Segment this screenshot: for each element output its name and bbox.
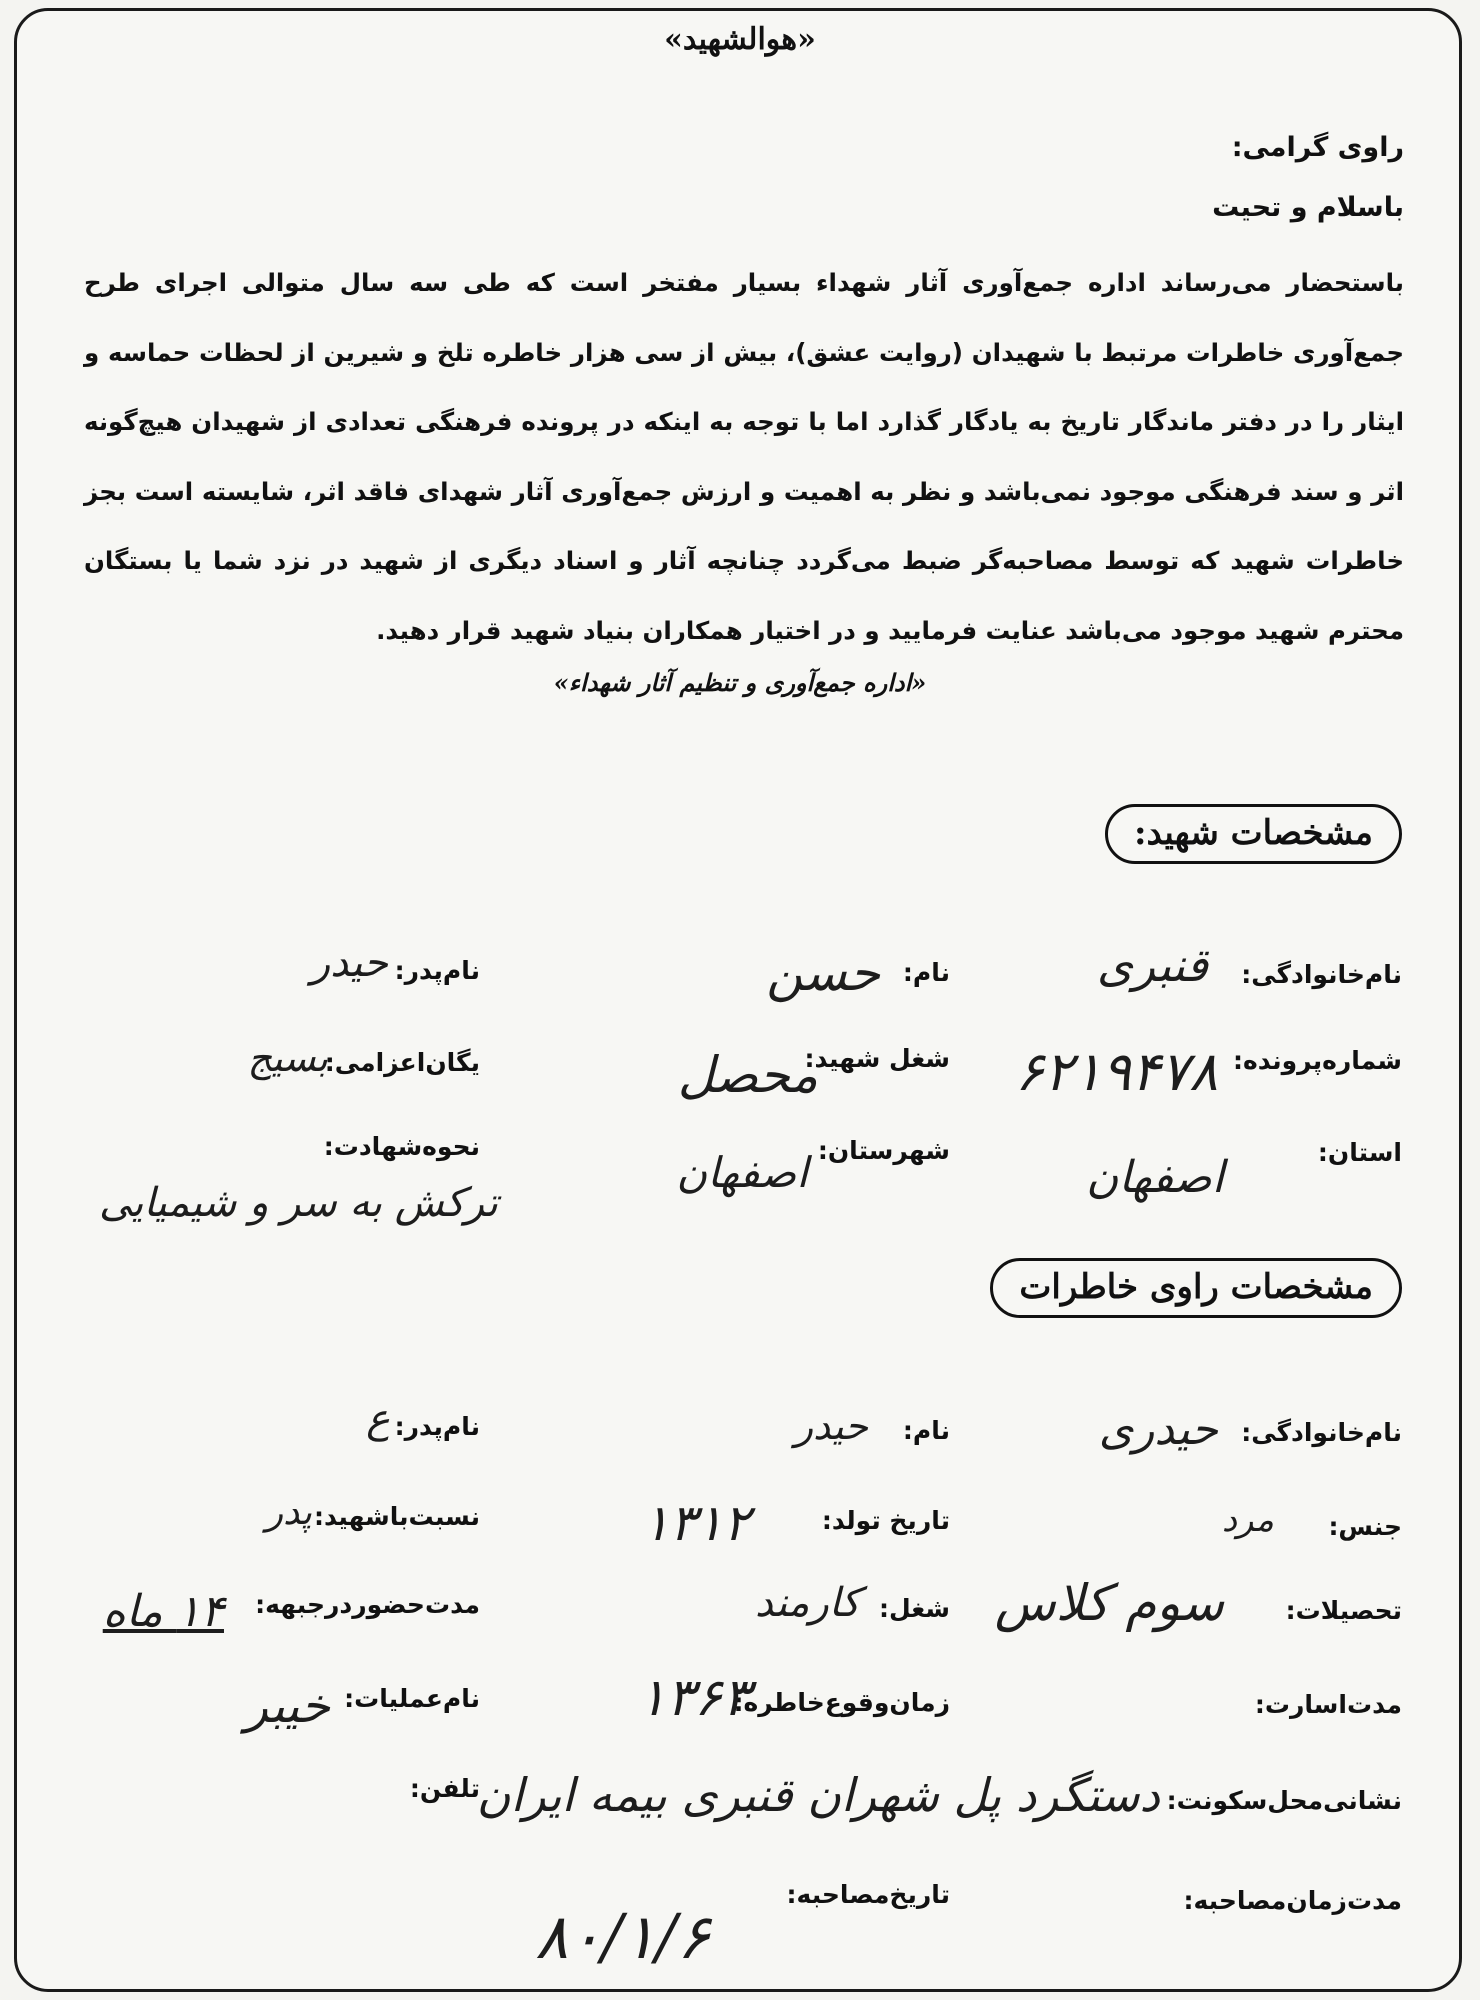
narrator-phone-label: تلفن: bbox=[409, 1774, 480, 1803]
narrator-relation-label: نسبت‌با‌شهید: bbox=[313, 1502, 480, 1531]
narrator-address-label: نشانی‌محل‌سکونت: bbox=[1166, 1786, 1402, 1815]
martyr-name-label: نام: bbox=[902, 958, 950, 987]
martyr-section-title: مشخصات شهید: bbox=[1105, 804, 1402, 864]
document-title: «هوالشهید» bbox=[664, 22, 816, 57]
martyr-martyrdom-type-value: ترکش به سر و شیمیایی bbox=[98, 1180, 498, 1226]
narrator-interview-duration-label: مدت‌زمان‌مصاحبه: bbox=[1183, 1886, 1402, 1915]
narrator-operation-value: خیبر bbox=[244, 1678, 330, 1734]
martyr-province-label: استان: bbox=[1317, 1138, 1402, 1167]
greeting: باسلام و تحیت bbox=[1212, 192, 1404, 223]
narrator-birth-date-value: ۱۳۱۲ bbox=[642, 1494, 750, 1552]
narrator-gender-label: جنس: bbox=[1328, 1512, 1402, 1541]
martyr-province-value: اصفهان bbox=[1086, 1152, 1224, 1203]
narrator-front-duration-label: مدت‌حضور‌در‌جبهه: bbox=[255, 1590, 480, 1619]
narrator-name-label: نام: bbox=[902, 1416, 950, 1445]
narrator-gender-value: مرد bbox=[1221, 1500, 1274, 1540]
martyr-name-value: حسن bbox=[766, 944, 880, 1002]
martyr-occupation-value: محصل bbox=[677, 1046, 818, 1104]
narrator-education-label: تحصیلات: bbox=[1285, 1596, 1402, 1625]
narrator-memory-time-value: ۱۳۶۳ bbox=[638, 1668, 750, 1728]
narrator-name-value: حیدر bbox=[794, 1404, 868, 1448]
martyr-family-name-label: نام‌خانوادگی: bbox=[1241, 960, 1402, 989]
martyr-father-name-value: حیدر bbox=[310, 940, 388, 986]
salutation: راوی گرامی: bbox=[1231, 132, 1404, 163]
martyr-file-number-value: ۶۲۱۹۴۷۸ bbox=[1014, 1040, 1218, 1103]
martyr-city-value: اصفهان bbox=[676, 1148, 808, 1197]
martyr-unit-value: بسیج bbox=[247, 1036, 328, 1080]
martyr-unit-label: یگان‌اعزامی: bbox=[324, 1048, 480, 1077]
martyr-occupation-label: شغل شهید: bbox=[804, 1044, 950, 1073]
narrator-education-value: سوم کلاس bbox=[994, 1574, 1224, 1632]
narrator-section-title: مشخصات راوی خاطرات bbox=[990, 1258, 1402, 1318]
martyr-city-label: شهرستان: bbox=[817, 1136, 950, 1165]
narrator-operation-label: نام‌عملیات: bbox=[344, 1684, 480, 1713]
letter-body: باستحضار می‌رساند اداره جمع‌آوری آثار شهداء بسیار مفتخر است که طی سه سال متوالی اجرای طرح جمع‌آوری خاطرات مرتبط با شهیدان (روایت عشق)، بیش از سی هزار خاطره تلخ و شیرین از لحظات حماسه و ایثار را در دفتر ماندگار تاریخ به یادگار گذارد اما با توجه به اینکه در پرونده فرهنگی تعدادی از شهیدان هیچ‌گونه اثر و سند فرهنگی موجود نمی‌باشد و نظر به اهمیت و ارزش جمع‌آوری آثار شهدای فاقد اثر، شایسته است بجز خاطرات شهید که توسط مصاحبه‌گر ضبط می‌گردد چنانچه آثار و اسناد دیگری از شهید در نزد شما یا بستگان محترم شهید موجود می‌باشد عنایت فرمایید و در اختیار همکاران بنیاد شهید قرار دهید. bbox=[84, 268, 1404, 645]
narrator-family-name-value: حیدری bbox=[1098, 1404, 1218, 1455]
narrator-captivity-label: مدت‌اسارت: bbox=[1254, 1690, 1402, 1719]
letter-signature: «اداره جمع‌آوری و تنظیم آثار شهداء» bbox=[553, 668, 927, 697]
narrator-interview-date-value: ۸۰/۱/۶ bbox=[535, 1900, 710, 1973]
narrator-father-name-value: ع bbox=[366, 1396, 390, 1442]
narrator-father-name-label: نام‌پدر: bbox=[394, 1412, 480, 1441]
martyr-father-name-label: نام‌پدر: bbox=[394, 956, 480, 985]
martyr-martyrdom-type-label: نحوه‌شهادت: bbox=[323, 1132, 480, 1161]
narrator-memory-time-label: زمان‌وقوع‌خاطره: bbox=[733, 1688, 950, 1717]
narrator-address-value: دستگرد پل شهران قنبری بیمه ایران bbox=[476, 1768, 1160, 1822]
narrator-family-name-label: نام‌خانوادگی: bbox=[1241, 1418, 1402, 1447]
martyr-file-number-label: شماره‌پرونده: bbox=[1233, 1046, 1402, 1075]
narrator-front-duration-value: ۱۴ ماه bbox=[102, 1586, 224, 1637]
narrator-occupation-value: کارمند bbox=[754, 1580, 860, 1626]
narrator-interview-date-label: تاریخ‌مصاحبه: bbox=[786, 1880, 950, 1909]
martyr-family-name-value: قنبری bbox=[1096, 938, 1208, 992]
narrator-relation-value: پدر bbox=[265, 1492, 312, 1533]
narrator-occupation-label: شغل: bbox=[878, 1594, 950, 1623]
narrator-birth-date-label: تاریخ تولد: bbox=[821, 1506, 950, 1535]
